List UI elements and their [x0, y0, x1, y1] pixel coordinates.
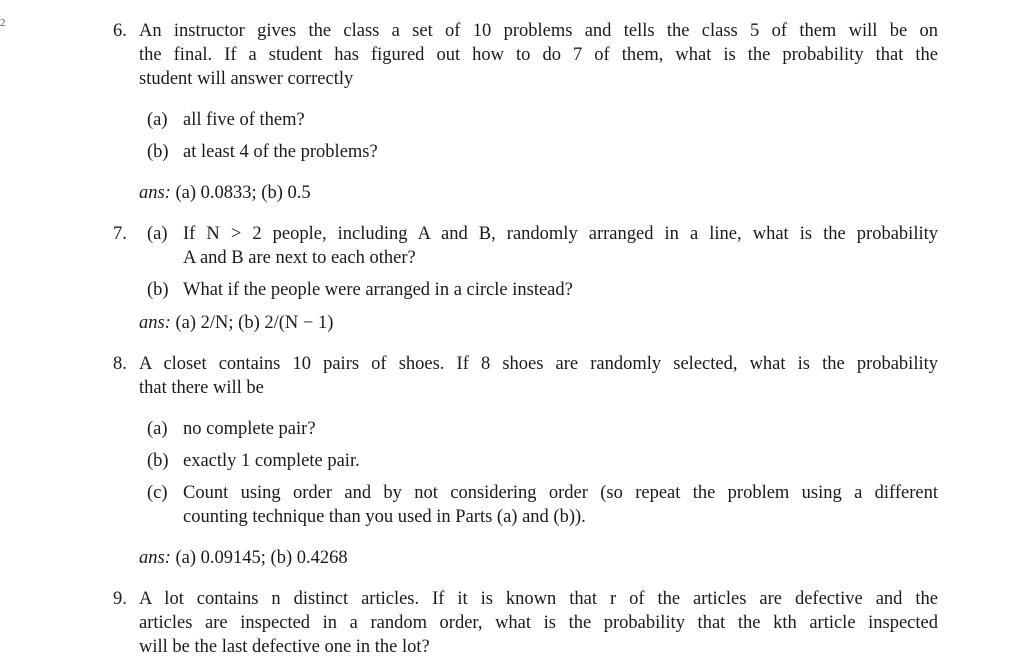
problem-text-line: will be the last defective one in the lot?: [139, 637, 430, 657]
part-text: at least 4 of the problems?: [183, 142, 378, 162]
answer-text: (a) 0.0833; (b) 0.5: [175, 183, 311, 203]
part-label: (a): [147, 419, 168, 439]
problem-text-line: the final. If a student has figured out how to do 7 of them, what is the probability that the: [139, 45, 938, 65]
problem-number: 7.: [113, 224, 127, 244]
answer-label: ans:: [139, 313, 171, 333]
answer-text: (a) 2/N; (b) 2/(N − 1): [175, 313, 334, 333]
part-text-line: Count using order and by not considering order (so repeat the problem using a different: [183, 483, 938, 503]
problem-text-line: student will answer correctly: [139, 69, 354, 89]
answer-line: [139, 311, 333, 336]
part-text-line: If N > 2 people, including A and B, randomly arranged in a line, what is the probability: [183, 224, 938, 244]
problem-number: 8.: [113, 354, 127, 374]
page-number: 2: [0, 17, 6, 29]
part-text: no complete pair?: [183, 419, 316, 439]
problem-number: 6.: [113, 21, 127, 41]
part-label: (b): [147, 142, 169, 162]
answer-line: [139, 181, 311, 206]
part-text: What if the people were arranged in a circle instead?: [183, 280, 573, 300]
problem-text-line: An instructor gives the class a set of 10 problems and tells the class 5 of them will be on: [139, 21, 938, 41]
part-label: (a): [147, 110, 168, 130]
part-label: (c): [147, 483, 168, 503]
part-text: all five of them?: [183, 110, 305, 130]
problem-text-line: A closet contains 10 pairs of shoes. If 8 shoes are randomly selected, what is the probability: [139, 354, 938, 374]
problem-text-line: articles are inspected in a random order, what is the probability that the kth article inspected: [139, 613, 938, 633]
answer-line: [139, 546, 348, 571]
part-text-line: A and B are next to each other?: [183, 248, 416, 268]
part-label: (b): [147, 280, 169, 300]
problem-number: 9.: [113, 589, 127, 609]
problem-text-line: that there will be: [139, 378, 264, 398]
answer-label: ans:: [139, 183, 171, 203]
part-label: (b): [147, 451, 169, 471]
answer-text: (a) 0.09145; (b) 0.4268: [175, 548, 348, 568]
part-text-line: counting technique than you used in Parts (a) and (b)).: [183, 507, 586, 527]
problem-text-line: A lot contains n distinct articles. If it is known that r of the articles are defective and the: [139, 589, 938, 609]
part-label: (a): [147, 224, 168, 244]
answer-label: ans:: [139, 548, 171, 568]
part-text: exactly 1 complete pair.: [183, 451, 360, 471]
